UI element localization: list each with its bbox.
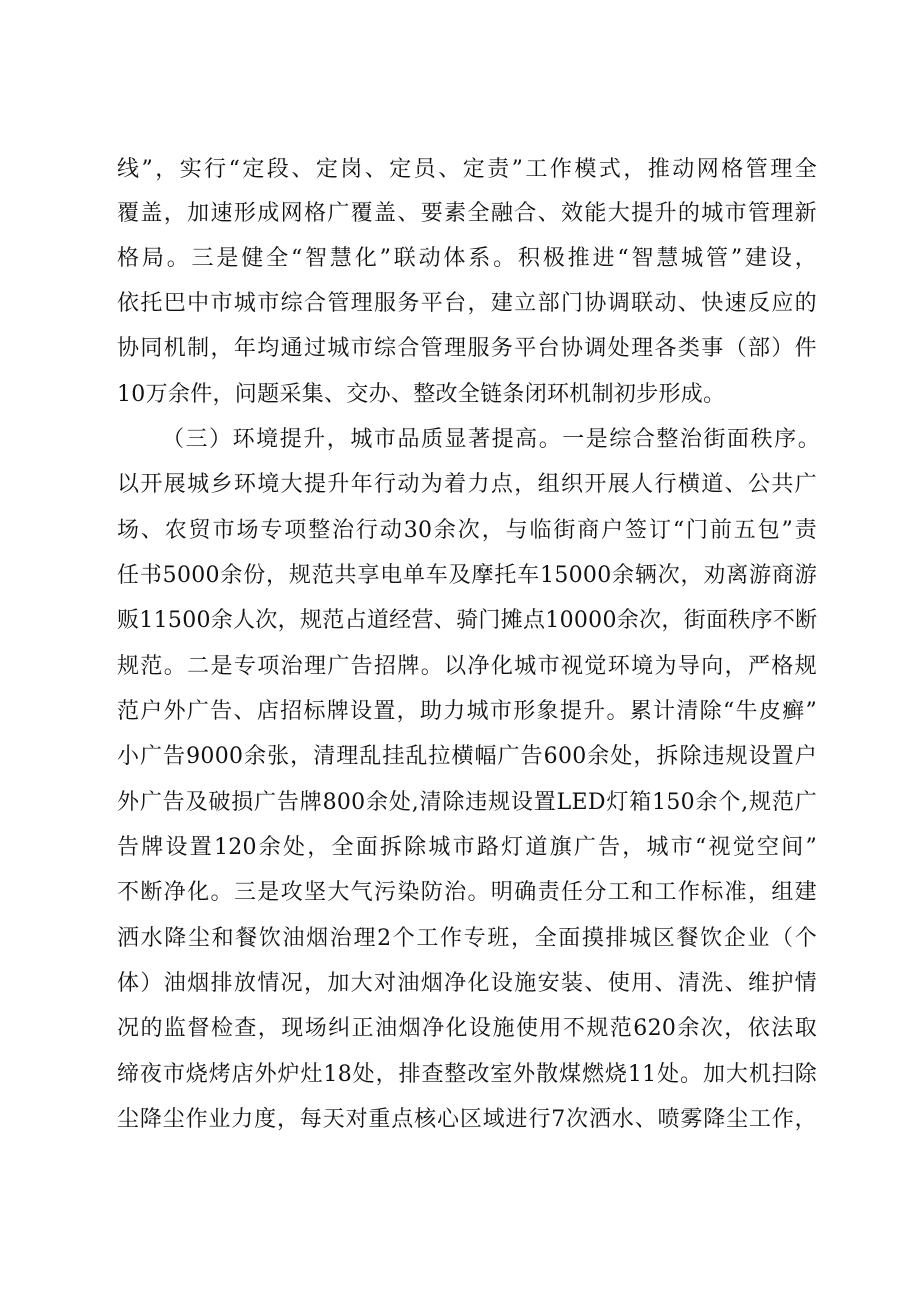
- text-line: 不断净化。三是攻坚大气污染防治。明确责任分工和工作标准，组建: [117, 880, 817, 905]
- text-line: 洒水降尘和餐饮油烟治理2个工作专班，全面摸排城区餐饮企业（个: [117, 926, 817, 951]
- text-line: 任书5000余份，规范共享电单车及摩托车15000余辆次，劝离游商游: [117, 563, 817, 588]
- text-line: 规范。二是专项治理广告招牌。以净化城市视觉环境为导向，严格规: [117, 654, 817, 679]
- text-line: 协同机制，年均通过城市综合管理服务平台协调处理各类事（部）件: [117, 336, 817, 361]
- text-line: 覆盖，加速形成网格广覆盖、要素全融合、效能大提升的城市管理新: [117, 201, 817, 226]
- text-line: 缔夜市烧烤店外炉灶18处，排查整改室外散煤燃烧11处。加大机扫除: [117, 1062, 817, 1087]
- text-line: 场、农贸市场专项整治行动30余次，与临街商户签订“门前五包”责: [117, 518, 817, 543]
- text-line: 贩11500余人次，规范占道经营、骑门摊点10000余次，街面秩序不断: [117, 608, 817, 633]
- text-line: 范户外广告、店招标牌设置，助力城市形象提升。累计清除“牛皮癣”: [117, 699, 817, 724]
- text-line: 外广告及破损广告牌800余处,清除违规设置LED灯箱150余个,规范广: [117, 790, 817, 815]
- text-line: 格局。三是健全“智慧化”联动体系。积极推进“智慧城管”建设，: [117, 246, 817, 271]
- text-line: 小广告9000余张，清理乱挂乱拉横幅广告600余处，拆除违规设置户: [117, 744, 817, 769]
- paragraph-heading-line: （三）环境提升，城市品质显著提高。一是综合整治街面秩序。: [162, 427, 820, 452]
- text-line: 线”，实行“定段、定岗、定员、定责”工作模式，推动网格管理全: [117, 157, 817, 182]
- text-line: 依托巴中市城市综合管理服务平台，建立部门协调联动、快速反应的: [117, 291, 817, 316]
- text-line: 况的监督检查，现场纠正油烟净化设施使用不规范620余次，依法取: [117, 1016, 817, 1041]
- text-line: 体）油烟排放情况，加大对油烟净化设施安装、使用、清洗、维护情: [117, 971, 817, 996]
- text-line: 告牌设置120余处，全面拆除城市路灯道旗广告，城市“视觉空间”: [117, 835, 817, 860]
- text-line: 尘降尘作业力度，每天对重点核心区域进行7次洒水、喷雾降尘工作，: [117, 1107, 817, 1132]
- text-line: 10万余件，问题采集、交办、整改全链条闭环机制初步形成。: [117, 382, 726, 407]
- text-line: 以开展城乡环境大提升年行动为着力点，组织开展人行横道、公共广: [117, 472, 817, 497]
